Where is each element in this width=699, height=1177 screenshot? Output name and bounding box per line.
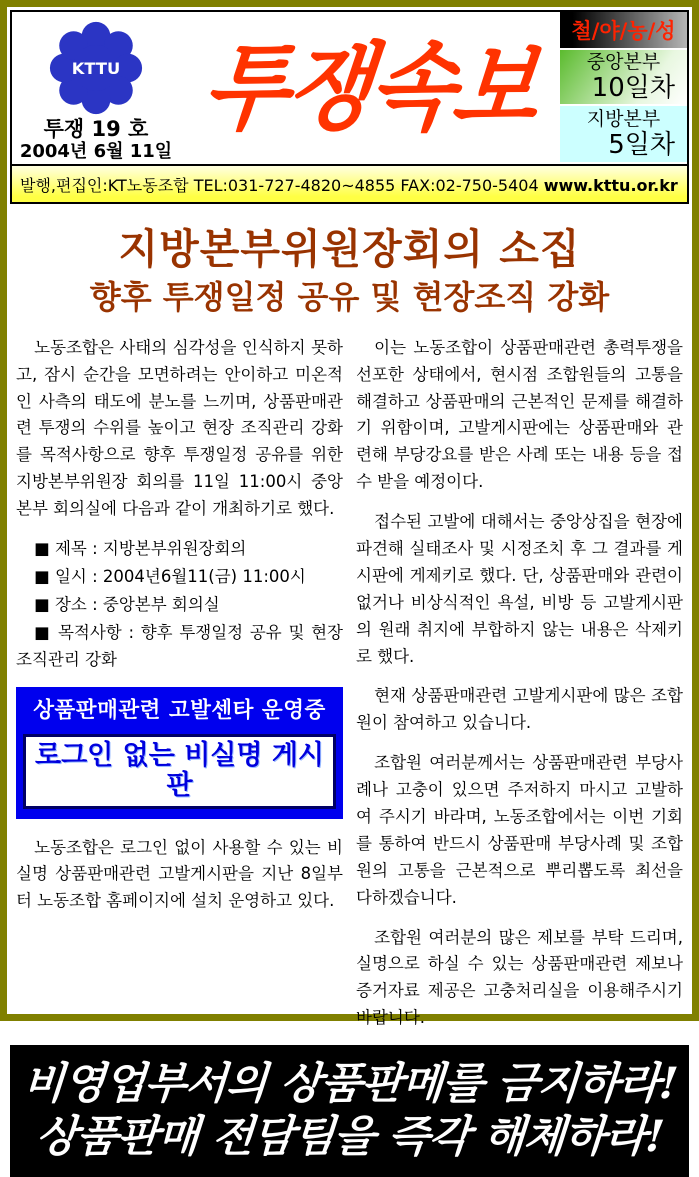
strike-badge: 철/야/농/성 (560, 12, 687, 50)
headline-subtitle: 향후 투쟁일정 공유 및 현장조직 강화 (89, 278, 610, 317)
left-column (16, 335, 343, 1045)
headline-title: 지방본부위원장회의 소집 (118, 225, 581, 273)
publisher-info: 발행,편집인:KT노동조합 TEL:031-727-4820~4855 FAX:02-750-5404 (20, 176, 544, 195)
masthead-title: 투쟁속보 (198, 31, 542, 144)
agenda-item-title: ■ 제목 : 지방본부위원장회의 (34, 538, 247, 558)
paragraph: 접수된 고발에 대해서는 중앙상집을 현장에 파견해 실태조사 및 시정조치 후 그 결과를 게시판에 게제키로 했다. 단, 상품판매와 관련이 없거나 비상식적인 욕설, 비방 등 고발게시판의 원래 취지에 부합하지 않는 내용은 삭제키로 했다. (356, 512, 683, 666)
logo-text: KTTU (71, 58, 121, 78)
agenda-item-datetime: ■ 일시 : 2004년6월11(금) 11:00시 (34, 566, 306, 586)
agenda-item-purpose: ■ 목적사항 : 향후 투쟁일정 공유 및 현장 조직관리 강화 (16, 622, 343, 669)
paragraph: 조합원 여러분께서는 상품판매관련 부당사례나 고충이 있으면 주저하지 마시고 고발하여 주시기 바라며, 노동조합에서는 이번 기회를 통하여 반드시 상품판매 부당사례 및 조합원의 고통을 근본적으로 뿌리뽑도록 최선을 다하겠습니다. (356, 753, 683, 907)
regional-hq-days-badge (560, 106, 687, 162)
right-column (356, 335, 683, 1045)
central-hq-days: 10일차 (591, 72, 675, 103)
badges-column (560, 12, 687, 164)
paragraph: 조합원 여러분의 많은 제보를 부탁 드리며, 실명으로 하실 수 있는 상품판매관련 제보나 증거자료 제공은 고충처리실을 이용해주시기 바랍니다. (356, 927, 683, 1028)
masthead (180, 12, 560, 164)
headline (10, 226, 689, 319)
agenda-item-place: ■ 장소 : 중앙본부 회의실 (34, 594, 220, 614)
central-hq-days-badge (560, 50, 687, 106)
paragraph: 노동조합은 사태의 심각성을 인식하지 못하고, 잠시 순간을 모면하려는 안이하고 미온적인 사측의 태도에 분노를 느끼며, 상품판매관련 투쟁의 수위를 높이고 현장 조직관리 강화를 목적사항으로 향후 투쟁일정 공유를 위한 지방본부위원장 회의를 11일 11:00시 중앙본부 회의실에 다음과 같이 개최하기로 했다. (16, 337, 343, 519)
regional-hq-days: 5일차 (608, 129, 675, 160)
paragraph: 노동조합은 로그인 없이 사용할 수 있는 비실명 상품판매관련 고발게시판을 지난 8일부터 노동조합 홈페이지에 설치 운영하고 있다. (16, 837, 343, 911)
kttu-flower-logo-icon (48, 20, 144, 116)
issue-date: 2004년 6월 11일 (19, 141, 173, 163)
publisher-bar (12, 164, 687, 202)
central-hq-label: 중앙본부 (586, 50, 661, 73)
article-body (10, 335, 689, 1045)
brand-block (12, 12, 180, 164)
paragraph: 현재 상품판매관련 고발게시판에 많은 조합원이 참여하고 있습니다. (356, 686, 683, 733)
notice-box-inner (23, 734, 336, 808)
slogan-line-1: 비영업부서의 상품판메를 금지하라! (20, 1058, 679, 1109)
report-center-notice-box (16, 687, 343, 818)
notice-box-inner-text: 로그인 없는 비실명 게시판 (34, 740, 325, 801)
website-link[interactable]: www.kttu.or.kr (543, 176, 678, 195)
notice-box-title: 상품판매관련 고발센타 운영중 (33, 698, 326, 724)
slogan-banner (10, 1045, 689, 1177)
header (10, 10, 689, 204)
header-top-row (12, 12, 687, 164)
regional-hq-label: 지방본부 (586, 107, 661, 130)
paragraph: 이는 노동조합이 상품판매관련 총력투쟁을 선포한 상태에서, 현시점 조합원들의 고통을 해결하고 상품판매의 근본적인 문제를 해결하기 위함이며, 고발게시판에는 상품판매와 관련해 부당강요를 받은 사례 또는 내용 등을 접수 받을 예정이다. (356, 337, 683, 492)
slogan-line-2: 상품판매 전담팀을 즉각 해체하라! (34, 1112, 665, 1163)
issue-number: 투쟁 19 호 (43, 117, 149, 141)
